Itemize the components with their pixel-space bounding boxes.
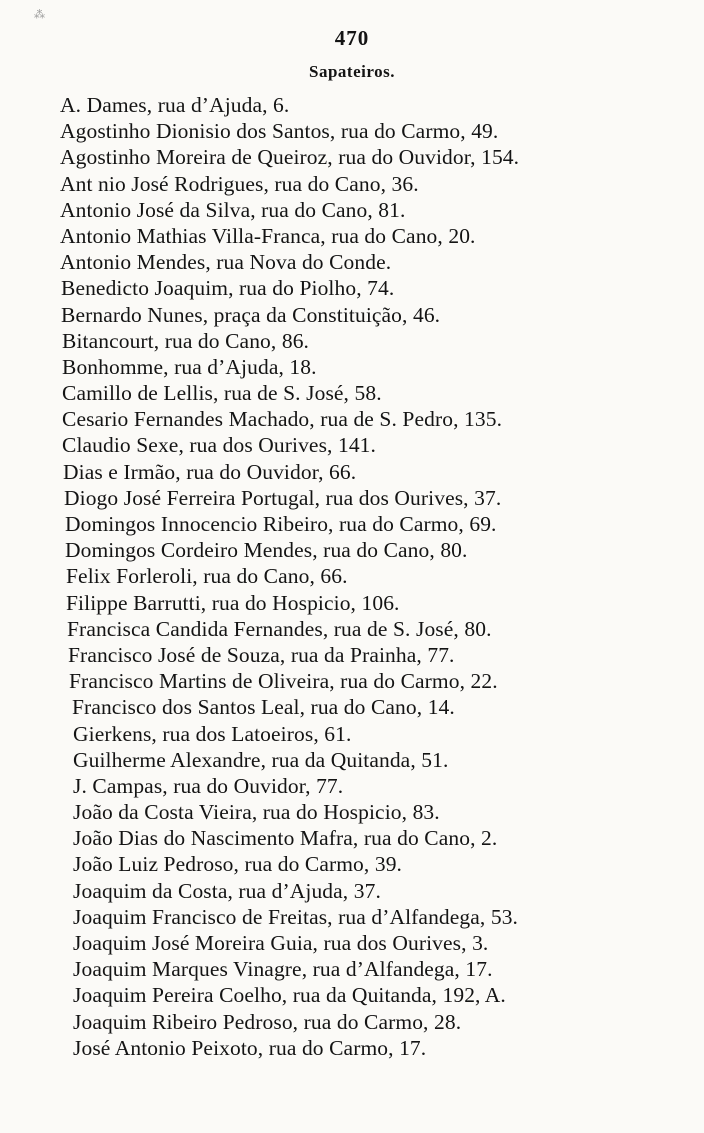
list-item: Gierkens, rua dos Latoeiros, 61. — [73, 721, 352, 746]
list-item: Agostinho Moreira de Queiroz, rua do Ouvidor, 154. — [60, 145, 520, 170]
list-item: João da Costa Vieira, rua do Hospicio, 83. — [73, 800, 440, 825]
list-item: João Luiz Pedroso, rua do Carmo, 39. — [73, 852, 403, 877]
list-item: Bonhomme, rua d’Ajuda, 18. — [62, 354, 317, 379]
list-item: Antonio José da Silva, rua do Cano, 81. — [60, 197, 406, 222]
ink-speck: ⁂ — [34, 9, 45, 21]
list-item: Cesario Fernandes Machado, rua de S. Pedro, 135. — [62, 407, 503, 432]
list-item: Domingos Cordeiro Mendes, rua do Cano, 80. — [65, 538, 468, 563]
list-item: Filippe Barrutti, rua do Hospicio, 106. — [66, 590, 400, 615]
list-item: Joaquim Francisco de Freitas, rua d’Alfandega, 53. — [73, 904, 519, 929]
list-item: Diogo José Ferreira Portugal, rua dos Ourives, 37. — [64, 485, 502, 510]
list-item: Antonio Mathias Villa-Franca, rua do Cano, 20. — [60, 223, 476, 248]
list-item: Dias e Irmão, rua do Ouvidor, 66. — [63, 459, 357, 484]
list-item: Bitancourt, rua do Cano, 86. — [62, 328, 310, 353]
list-item: José Antonio Peixoto, rua do Carmo, 17. — [73, 1035, 427, 1060]
list-item: Antonio Mendes, rua Nova do Conde. — [60, 250, 392, 275]
list-item: Joaquim Pereira Coelho, rua da Quitanda, 192, A. — [73, 983, 506, 1008]
list-item: Claudio Sexe, rua dos Ourives, 141. — [62, 433, 377, 458]
directory-list — [0, 92, 704, 1061]
list-item: Francisco Martins de Oliveira, rua do Carmo, 22. — [69, 669, 498, 694]
list-item: Benedicto Joaquim, rua do Piolho, 74. — [61, 276, 395, 301]
list-item: Francisca Candida Fernandes, rua de S. José, 80. — [67, 616, 492, 641]
list-item: Francisco dos Santos Leal, rua do Cano, 14. — [72, 695, 455, 720]
list-item: Agostinho Dionisio dos Santos, rua do Carmo, 49. — [60, 119, 499, 144]
list-item: Joaquim José Moreira Guia, rua dos Ourives, 3. — [73, 931, 489, 955]
list-item: Francisco José de Souza, rua da Prainha, 77. — [68, 642, 455, 667]
list-item: Joaquim Marques Vinagre, rua d’Alfandega, 17. — [73, 957, 493, 982]
list-item: Guilherme Alexandre, rua da Quitanda, 51. — [73, 747, 449, 772]
page-number: 470 — [334, 26, 370, 50]
list-item: J. Campas, rua do Ouvidor, 77. — [73, 773, 344, 798]
list-item: A. Dames, rua d’Ajuda, 6. — [60, 93, 290, 117]
list-item: Camillo de Lellis, rua de S. José, 58. — [62, 381, 382, 406]
list-item: Ant nio José Rodrigues, rua do Cano, 36. — [60, 171, 419, 196]
list-item: Joaquim Ribeiro Pedroso, rua do Carmo, 28. — [73, 1009, 462, 1034]
section-title: Sapateiros. — [309, 62, 395, 81]
list-item: Domingos Innocencio Ribeiro, rua do Carmo, 69. — [65, 512, 497, 536]
list-item: Felix Forleroli, rua do Cano, 66. — [66, 564, 348, 589]
list-item: Joaquim da Costa, rua d’Ajuda, 37. — [73, 878, 381, 903]
list-item: João Dias do Nascimento Mafra, rua do Cano, 2. — [73, 826, 498, 851]
list-item: Bernardo Nunes, praça da Constituição, 46. — [61, 302, 441, 327]
